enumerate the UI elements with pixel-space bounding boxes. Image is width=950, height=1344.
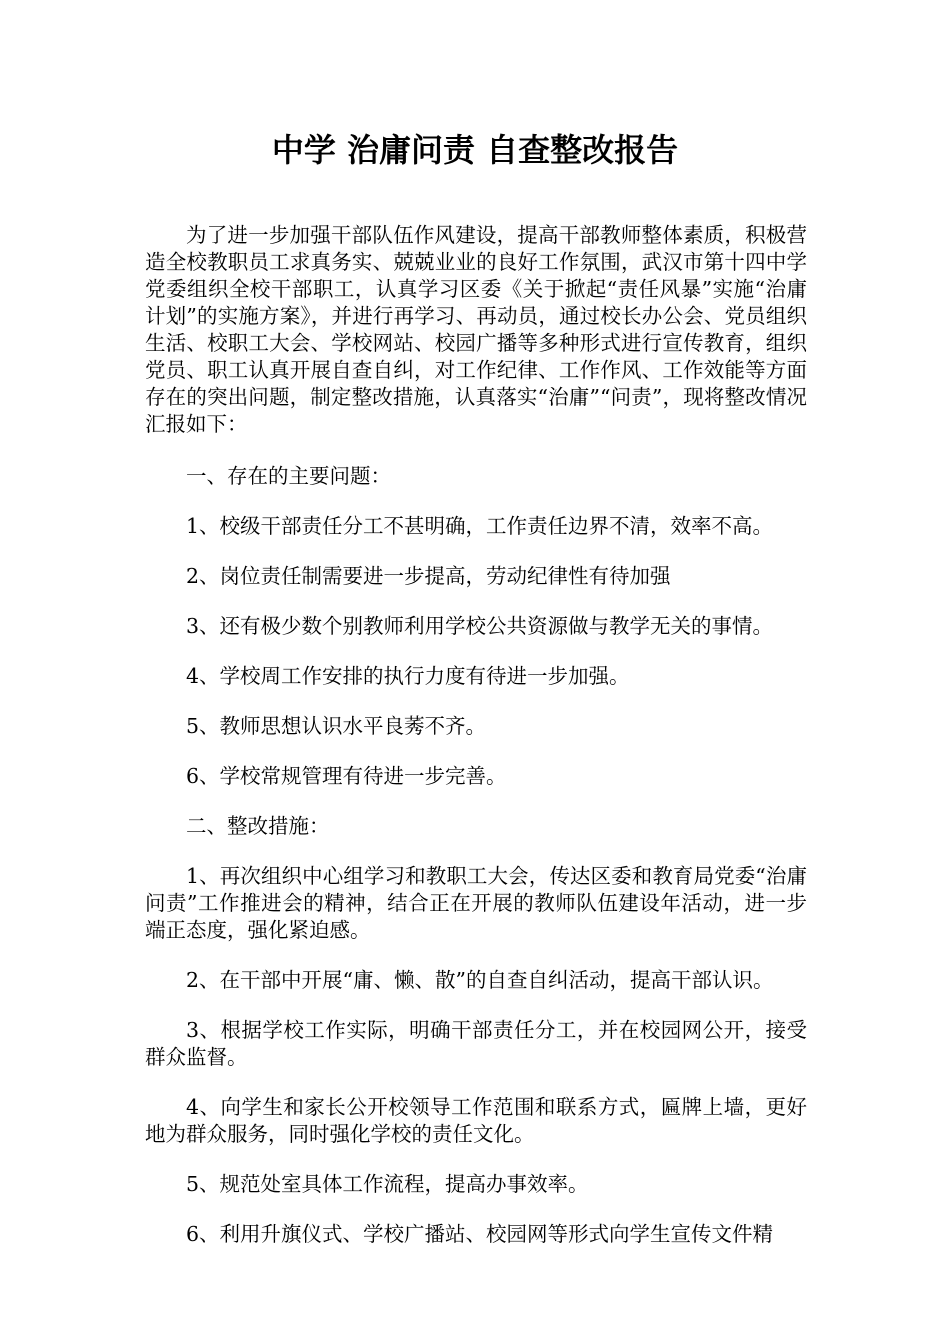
problem-item: 6、学校常规管理有待进一步完善。	[186, 764, 507, 788]
problem-item: 1、校级干部责任分工不甚明确，工作责任边界不清，效率不高。	[186, 514, 774, 538]
intro-paragraph: 为了进一步加强干部队伍作风建设，提高干部教师整体素质，积极营造全校教职员工求真务实、兢兢业业的良好工作氛围，武汉市第十四中学党委组织全校干部职工，认真学习区委《关于掀起“责任风暴”实施“治庸计划”的实施方案》，并进行再学习、再动员，通过校长办公会、党员组织生活、校职工大会、学校网站、校园广播等多种形式进行宣传教育，组织党员、职工认真开展自查自纠，对工作纪律、工作作风、工作效能等方面存在的突出问题，制定整改措施，认真落实“治庸”“问责”，现将整改情况汇报如下：	[145, 223, 807, 436]
measure-item: 6、利用升旗仪式、学校广播站、校园网等形式向学生宣传文件精	[186, 1222, 774, 1246]
problem-item: 4、学校周工作安排的执行力度有待进一步加强。	[186, 664, 630, 688]
measure-item: 2、在干部中开展“庸、懒、散”的自查自纠活动，提高干部认识。	[186, 968, 774, 992]
measure-item: 5、规范处室具体工作流程，提高办事效率。	[186, 1172, 589, 1196]
document-title: 中学 治庸问责 自查整改报告	[271, 131, 679, 169]
problem-item: 5、教师思想认识水平良莠不齐。	[186, 714, 487, 738]
section-heading-measures: 二、整改措施：	[186, 814, 330, 838]
problem-item: 2、岗位责任制需要进一步提高，劳动纪律性有待加强	[186, 564, 671, 588]
document-body	[145, 222, 807, 1271]
problem-item: 3、还有极少数个别教师利用学校公共资源做与教学无关的事情。	[186, 614, 774, 638]
measure-item: 3、根据学校工作实际，明确干部责任分工，并在校园网公开，接受群众监督。	[145, 1018, 807, 1069]
measure-item: 1、再次组织中心组学习和教职工大会，传达区委和教育局党委“治庸问责”工作推进会的精神，结合正在开展的教师队伍建设年活动，进一步端正态度，强化紧迫感。	[145, 864, 807, 942]
section-heading-problems: 一、存在的主要问题：	[186, 464, 391, 488]
measure-item: 4、向学生和家长公开校领导工作范围和联系方式，匾牌上墙，更好地为群众服务，同时强化学校的责任文化。	[145, 1095, 807, 1146]
